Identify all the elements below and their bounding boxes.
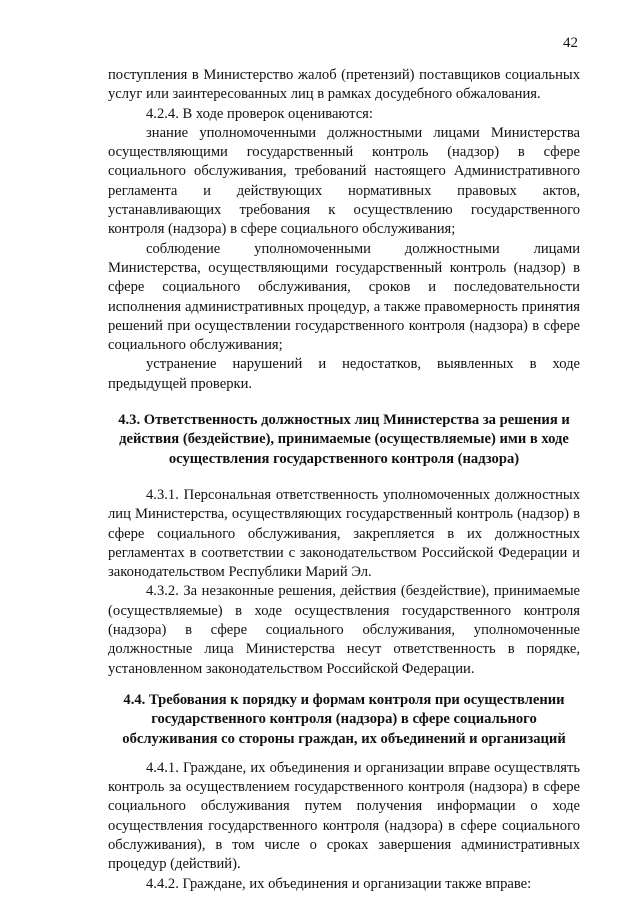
page-content — [108, 66, 580, 894]
paragraph-4-3-1: 4.3.1. Персональная ответственность уполномоченных должностных лиц Министерства, осуществляющих государственный контроль (надзор) в сфере социального обслуживания, закрепляется в их должностных регламентах в соответствии с законодательством Российской Федерации и законодательством Республики Марий Эл. — [108, 486, 580, 581]
paragraph-4-3-2: 4.3.2. За незаконные решения, действия (бездействие), принимаемые (осуществляемые) в ходе осуществления государственного контроля (надзора) в сфере социального обслуживания, уполномоченные должностные лица Министерства несут ответственность в порядке, установленном законодательством Российской Федерации. — [108, 583, 580, 677]
page-number: 42 — [563, 35, 578, 51]
paragraph-compliance: соблюдение уполномоченными должностными лицами Министерства, осуществляющими государственный контроль (надзор) в сфере социального обслуживания, сроков и последовательности исполнения административных процедур, а также правомерность принятия решений при осуществлении государственного контроля (надзора) в сфере социального обслуживания; — [108, 240, 580, 354]
paragraph-4-4-1: 4.4.1. Граждане, их объединения и организации вправе осуществлять контроль за осуществлением государственного контроля (надзора) в сфере социального обслуживания путем получения информации о ходе осуществления государственного контроля (надзора) в сфере социального обслуживания), в том числе о сроках завершения административных процедур (действий). — [108, 759, 580, 873]
paragraph-4-4-2: 4.4.2. Граждане, их объединения и организации также вправе: — [146, 875, 532, 892]
paragraph-elimination: устранение нарушений и недостатков, выявленных в ходе предыдущей проверки. — [108, 356, 580, 392]
section-heading-4-4: 4.4. Требования к порядку и формам контроля при осуществлении государственного контроля (надзора) в сфере социального обслуживания со стороны граждан, их объединений и организаций — [122, 691, 566, 747]
paragraph-continuation: поступления в Министерство жалоб (претензий) поставщиков социальных услуг или заинтересованных лиц в рамках досудебного обжалования. — [108, 67, 580, 103]
paragraph-knowledge: знание уполномоченными должностными лицами Министерства осуществляющими государственный контроль (надзор) в сфере социального обслуживания, требований настоящего Административного регламента и действующих нормативных правовых актов, устанавливающих требования к осуществлению государственного контроля (надзора) в сфере социального обслуживания; — [108, 124, 580, 238]
section-heading-4-3: 4.3. Ответственность должностных лиц Министерства за решения и действия (бездействие), принимаемые (осуществляемые) ими в ходе осуществления государственного контроля (надзора) — [118, 412, 570, 467]
paragraph-4-2-4: 4.2.4. В ходе проверок оцениваются: — [146, 105, 373, 122]
